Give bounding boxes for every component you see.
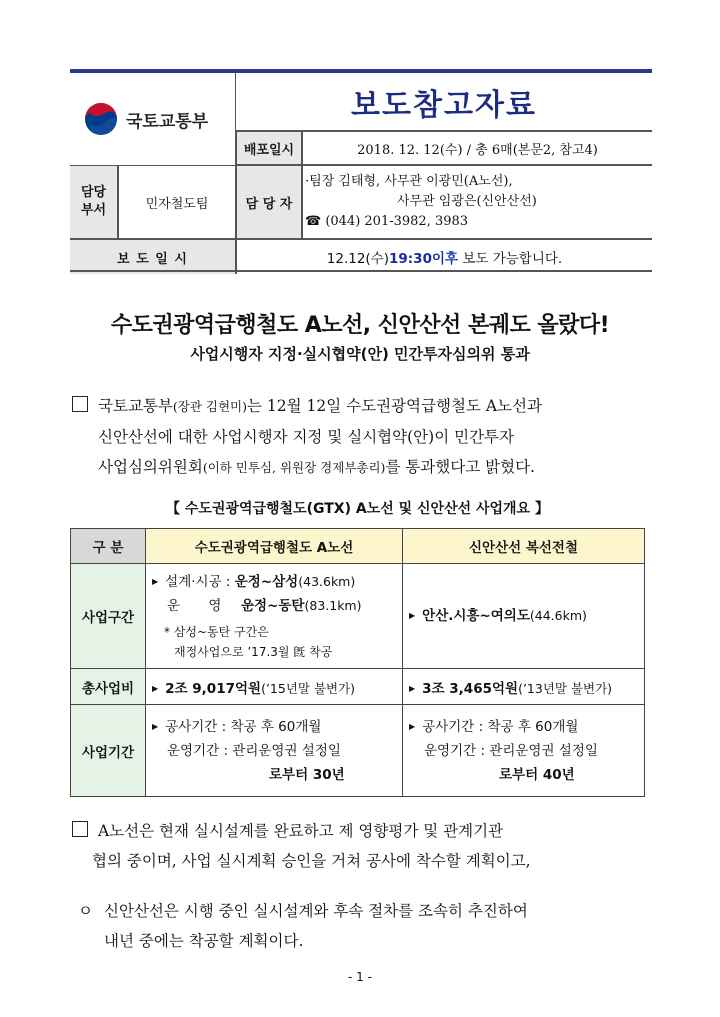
table-row (71, 564, 645, 669)
ministry-name: 국토교통부 (126, 111, 209, 132)
table-header-row (71, 529, 645, 564)
contact-label: 담 당 자 (236, 165, 302, 239)
doc-type-title: 보도참고자료 (351, 87, 537, 123)
a-build: 공사기간 : 착공 후 60개월 (165, 718, 322, 735)
triangle-bullet-icon: ▶ (409, 611, 416, 620)
press-header-table (70, 69, 652, 270)
b-operate-1: 운영기간 : 관리운영권 설정일 (424, 742, 598, 759)
para2-line1 (72, 816, 652, 846)
headline-title: 수도권광역급행철도 A노선, 신안산선 본궤도 올랐다! (110, 313, 610, 338)
a-operate-2: 로부터 30년 (269, 766, 345, 783)
para2-text-1: A노선은 현재 실시설계를 완료하고 제 영향평가 및 관계기관 (98, 822, 504, 840)
ministry-logo-cell (70, 73, 236, 165)
para1-text-a: 는 12월 12일 수도권광역급행철도 A노선과 (246, 397, 542, 415)
triangle-bullet-icon: ▶ (152, 721, 159, 731)
row-label-cost: 총사업비 (71, 669, 146, 705)
b-period-cell (403, 705, 645, 797)
col-label: 구 분 (71, 529, 146, 564)
b-route-line (409, 604, 638, 628)
triangle-bullet-icon: ▶ (409, 683, 416, 693)
release-date: 12.12(수) (326, 251, 389, 267)
doc-type-cell (236, 73, 652, 131)
row-label-period: 사업기간 (71, 705, 146, 797)
b-build-line (409, 715, 638, 739)
checkbox-bullet-icon (72, 396, 88, 412)
a-build-line (152, 715, 396, 739)
a-design-len: (43.6km) (298, 574, 356, 589)
triangle-bullet-icon: ▶ (152, 683, 159, 693)
a-op-len: (83.1km) (304, 598, 362, 613)
a-op-label: 운 영 : (167, 598, 255, 614)
a-op-line (152, 594, 396, 618)
b-route: 안산.시흥~여의도 (422, 608, 530, 624)
b-operate-2: 로부터 40년 (499, 766, 575, 783)
overview-caption: 【 수도권광역급행철도(GTX) A노선 및 신안산선 사업개요 】 (166, 501, 549, 517)
row-label-section: 사업구간 (71, 564, 146, 669)
a-design-label: 설계·시공 : (165, 574, 235, 590)
a-period-cell (146, 705, 403, 797)
release-value (236, 239, 652, 274)
col-b-header: 신안산선 복선전철 (403, 529, 645, 564)
a-note-1: * 삼성~동탄 구간은 (164, 625, 269, 639)
dept-label: 담당 부서 (70, 165, 118, 239)
b-cost-note: (’13년말 불변가) (518, 680, 613, 696)
release-label: 보 도 일 시 (70, 239, 236, 274)
a-design-value: 운정~삼성 (234, 574, 299, 590)
para1-line3 (72, 452, 652, 483)
triangle-bullet-icon: ▶ (409, 721, 416, 731)
para1-line1 (72, 391, 652, 422)
committee-note: (이하 민투심, 위원장 경제부총리) (202, 460, 386, 475)
a-cost-cell (146, 669, 403, 705)
ministry-emblem-icon (84, 102, 118, 136)
ministry-ref: 국토교통부 (98, 397, 173, 415)
page-number: - 1 - (348, 970, 372, 984)
header-bottom-rule (70, 270, 652, 272)
paragraph-shinansan (78, 896, 652, 956)
contact-line-2: 사무관 임광은(신안산선) (397, 194, 537, 209)
a-design-line (152, 570, 396, 594)
b-cost-cell (403, 669, 645, 705)
release-note: 보도 가능합니다. (458, 251, 563, 267)
contact-phone: ☎ (044) 201-3982, 3983 (305, 214, 469, 229)
para3-text-1: 신안산선은 시행 중인 실시설계와 후속 절차를 조속히 추진하여 (104, 902, 528, 920)
a-note-2: 재정사업으로 ’17.3월 旣 착공 (174, 645, 333, 659)
paragraph-intro (72, 391, 652, 483)
triangle-bullet-icon: ▶ (152, 577, 159, 586)
minister-ref: (장관 김현미) (172, 399, 247, 414)
a-op-value: 운정~동탄 (241, 598, 305, 614)
committee-ref: 사업심의위원회 (98, 458, 203, 476)
release-time: 19:30이후 (389, 251, 459, 267)
a-cost: 2조 9,017억원 (165, 680, 262, 697)
a-section-cell (146, 564, 403, 669)
b-build: 공사기간 : 착공 후 60개월 (422, 718, 579, 735)
a-cost-note: (’15년말 불변가) (261, 680, 356, 696)
a-operate-1: 운영기간 : 관리운영권 설정일 (167, 742, 341, 759)
b-cost: 3조 3,465억원 (422, 680, 519, 697)
b-section-cell (403, 564, 645, 669)
project-overview-table (70, 528, 645, 797)
checkbox-bullet-icon (72, 821, 88, 837)
contact-line-1: ·팀장 김태형, 사무관 이광민(A노선), (305, 174, 513, 189)
contact-value (302, 165, 652, 239)
para1-line2: 신안산선에 대한 사업시행자 지정 및 실시협약(안)이 민간투자 (98, 428, 514, 446)
paragraph-a-line (72, 816, 652, 876)
headline-subtitle: 사업시행자 지정·실시협약(안) 민간투자심의위 통과 (190, 345, 530, 363)
table-row (71, 669, 645, 705)
para1-text-c: 를 통과했다고 밝혔다. (385, 458, 535, 476)
para3-line2: 내년 중에는 착공할 계획이다. (104, 932, 304, 950)
para2-line2: 협의 중이며, 사업 실시계획 승인을 거쳐 공사에 착수할 계획이고, (92, 852, 531, 870)
dept-value: 민자철도팀 (118, 165, 236, 239)
dist-date-value: 2018. 12. 12(수) / 총 6매(본문2, 참고4) (302, 131, 652, 165)
para3-line1 (78, 896, 652, 926)
dist-date-label: 배포일시 (236, 131, 302, 165)
b-route-len: (44.6km) (529, 608, 587, 623)
col-a-header: 수도권광역급행철도 A노선 (146, 529, 403, 564)
circle-bullet-icon: ㅇ (78, 902, 93, 920)
table-row (71, 705, 645, 797)
